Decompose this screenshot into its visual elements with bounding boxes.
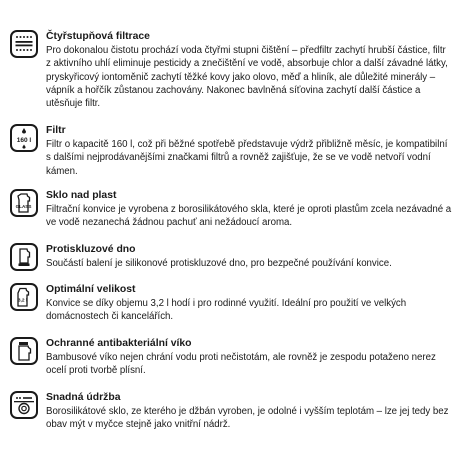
feature-description: Konvice se díky objemu 3,2 l hodí i pro rodinné využití. Ideální pro použití ve velkých domácnostech či kancelářích.: [46, 298, 407, 323]
feature-description: Filtr o kapacitě 160 l, což při běžné spotřebě představuje výdrž přibližně měsíc, je kompatibilní s dalšími nejprodávanějšími značkami filtrů a rovněž zajišťuje, že se ve vodě netvoří vodní kámen.: [46, 139, 448, 177]
feature-title: Ochranné antibakteriální víko: [46, 338, 192, 349]
feature-title: Čtyřstupňová filtrace: [46, 31, 150, 42]
feature-title: Optimální velikost: [46, 284, 136, 295]
glass-icon: [10, 189, 38, 217]
feature-description: Filtrační konvice je vyrobena z borosilikátového skla, které je oproti plastům zcela nezávadné a ve vodě nezanechá žádnou pachuť ani nežádoucí aroma.: [46, 204, 452, 229]
non-slip-base-icon: [10, 243, 38, 271]
feature-title: Sklo nad plast: [46, 190, 117, 201]
feature-title: Protiskluzové dno: [46, 244, 136, 255]
feature-description: Pro dokonalou čistotu prochází voda čtyřmi stupni čištění – předfiltr zachytí hrubší částice, filtr z aktivního uhlí eliminuje pesticidy a znečištění ve vodě, absorbuje chlor a další závadné látky, pryskyřicový iontoměnič zachytí těžké kovy jako olovo, měď a hliník, ale důležité minerály – vápník a hořčík zůstanou zachovány. Nakonec bavlněná síťovina zachytí další částice a utěsňuje filtr.: [46, 45, 448, 110]
volume-label: 3,2 l: [17, 298, 28, 304]
feature-description: Bambusové víko nejen chrání vodu proti nečistotám, ale rovněž je zespodu potaženo nerez ocelí proti tvorbě plísní.: [46, 352, 436, 377]
volume-icon: [10, 283, 38, 311]
feature-description: Součástí balení je silikonové protiskluzové dno, pro bezpečné používání konvice.: [46, 258, 392, 269]
glass-label: GLASS: [15, 204, 32, 209]
filter-capacity-icon: [10, 124, 38, 152]
filter-layers-icon: [10, 30, 38, 58]
feature-description: Borosilikátové sklo, ze kterého je džbán vyroben, je odolné i vyšším teplotám – lze jej tedy bez obav mýt v myčce stejně jako vnitřní nádrž.: [46, 406, 449, 431]
capacity-label: 160 l: [16, 137, 32, 144]
feature-title: Snadná údržba: [46, 392, 121, 403]
lid-icon: [10, 337, 38, 365]
dishwasher-icon: [10, 391, 38, 419]
feature-title: Filtr: [46, 125, 66, 136]
